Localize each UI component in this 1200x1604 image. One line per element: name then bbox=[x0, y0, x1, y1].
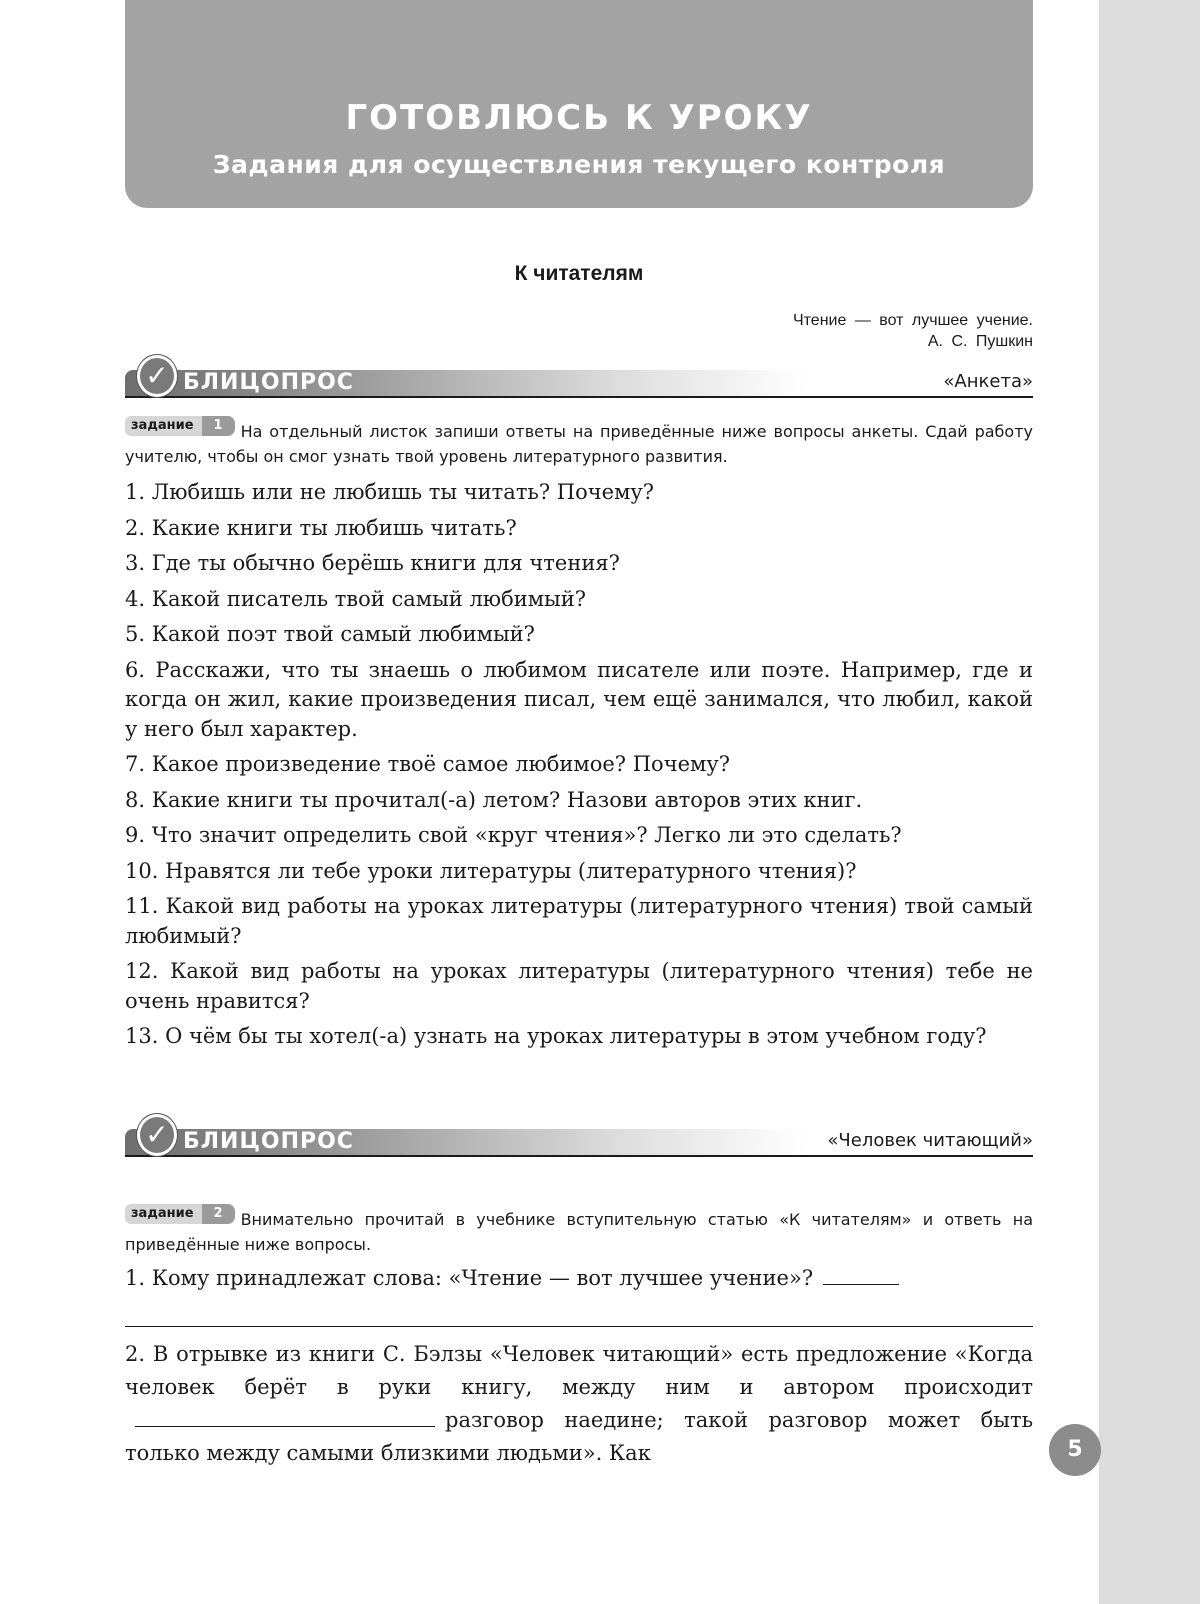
checkmark-icon: ✓ bbox=[137, 1114, 177, 1156]
question-item: 7. Какое произведение твоё самое любимое? Почему? bbox=[125, 752, 730, 776]
question-item: 11. Какой вид работы на уроках литературы (литературного чтения) твой самый любимый? bbox=[125, 894, 1033, 948]
epigraph-quote: Чтение — вот лучшее учение. bbox=[792, 312, 1033, 329]
task-badge-word: задание bbox=[131, 1206, 194, 1221]
banner-subtitle: Задания для осуществления текущего контроля bbox=[212, 150, 946, 179]
page-number-badge: 5 bbox=[1049, 1424, 1101, 1476]
question-item: 8. Какие книги ты прочитал(-а) летом? Назови авторов этих книг. bbox=[125, 787, 863, 812]
banner-title: ГОТОВЛЮСЬ К УРОКУ bbox=[345, 98, 813, 138]
question-item: 6. Расскажи, что ты знаешь о любимом писателе или поэте. Например, где и когда он жил, какие произведения писал, чем ещё занимался, что любил, какой у него был характер. bbox=[125, 657, 1033, 741]
task-badge bbox=[125, 416, 235, 436]
chapter-banner bbox=[125, 0, 1033, 208]
task-badge bbox=[125, 1204, 235, 1224]
page-margin-strip bbox=[1099, 0, 1200, 1604]
question-item: 12. Какой вид работы на уроках литературы (литературного чтения) тебе не очень нравится? bbox=[125, 959, 1033, 1013]
answer-blank-inline[interactable] bbox=[135, 1425, 435, 1427]
blitz-banner-anketa bbox=[125, 358, 1033, 398]
question-text: 1. Кому принадлежат слова: «Чтение — вот лучшее учение»? bbox=[125, 1266, 814, 1290]
task-badge-number: 2 bbox=[202, 1204, 235, 1224]
blitz-topic: «Человек читающий» bbox=[827, 1130, 1033, 1151]
question-item: 2. Какие книги ты любишь читать? bbox=[125, 515, 517, 540]
epigraph bbox=[793, 310, 1033, 352]
question-item: 1. Любишь или не любишь ты читать? Почему? bbox=[125, 480, 655, 504]
blitz-label: БЛИЦОПРОС bbox=[183, 1129, 354, 1154]
question-item: 9. Что значит определить свой «круг чтения»? Легко ли это сделать? bbox=[125, 823, 902, 847]
task-2 bbox=[125, 1204, 1033, 1257]
question-item: 3. Где ты обычно берёшь книги для чтения? bbox=[125, 551, 620, 575]
task-instruction: На отдельный листок запиши ответы на приведённые ниже вопросы анкеты. Сдай работу учителю, чтобы он смог узнать твой уровень литературного развития. bbox=[125, 422, 1033, 466]
blitz-label: БЛИЦОПРОС bbox=[183, 370, 354, 395]
blitz-topic: «Анкета» bbox=[943, 371, 1033, 392]
task-1 bbox=[125, 416, 1033, 469]
question-item: 4. Какой писатель твой самый любимый? bbox=[125, 586, 587, 611]
question-text-before: 2. В отрывке из книги С. Бэлзы «Человек читающий» есть предложение «Когда человек берёт в руки книгу, между ним и автором происходит bbox=[125, 1342, 1033, 1399]
task-badge-number: 1 bbox=[202, 416, 235, 436]
section-title: К читателям bbox=[514, 262, 644, 285]
question-item: 10. Нравятся ли тебе уроки литературы (литературного чтения)? bbox=[125, 858, 857, 883]
checkmark-icon: ✓ bbox=[137, 355, 177, 397]
question-item: 5. Какой поэт твой самый любимый? bbox=[125, 622, 535, 646]
task-instruction: Внимательно прочитай в учебнике вступительную статью «К читателям» и ответь на приведённые ниже вопросы. bbox=[125, 1210, 1033, 1254]
question-2-1 bbox=[125, 1264, 1033, 1294]
answer-blank-inline[interactable] bbox=[823, 1283, 899, 1285]
blitz-banner-chelovek-chitayushchiy bbox=[125, 1117, 1033, 1157]
question-2-2 bbox=[125, 1338, 1033, 1470]
question-list-1 bbox=[125, 478, 1033, 1058]
task-badge-word: задание bbox=[131, 418, 194, 433]
question-text-after: разговор наедине; такой разговор может быть только между самыми близкими людьми». Как bbox=[125, 1408, 1033, 1465]
question-item: 13. О чём бы ты хотел(-а) узнать на уроках литературы в этом учебном году? bbox=[125, 1024, 987, 1048]
epigraph-author: А. С. Пушкин bbox=[927, 333, 1033, 350]
answer-line[interactable] bbox=[125, 1326, 1033, 1327]
